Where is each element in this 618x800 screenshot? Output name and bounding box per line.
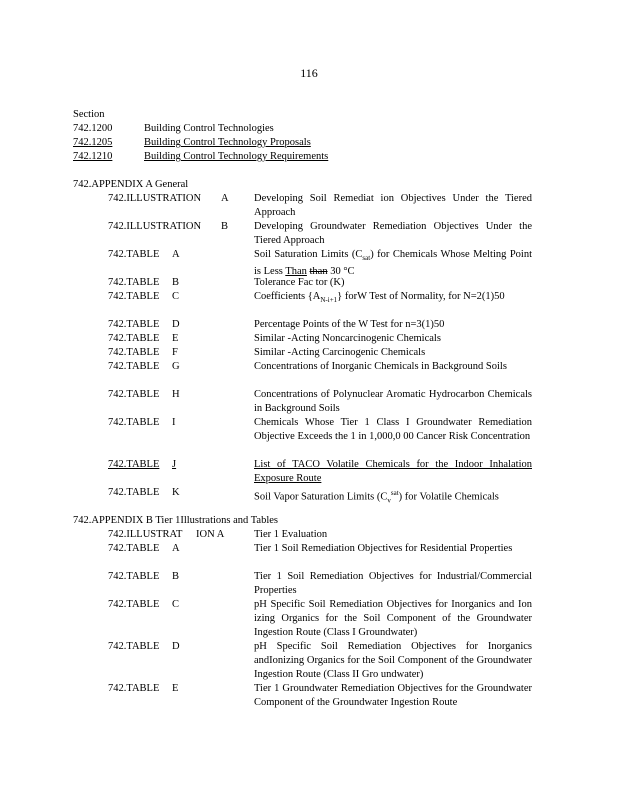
entry-description: Developing Groundwater Remediation Objectives Under the Tiered Approach (254, 221, 532, 246)
entry-description: Tier 1 Evaluation (254, 529, 328, 540)
section-number: 742.1210 (73, 151, 113, 162)
entry-description: Percentage Points of the W Test for n=3(1)50 (254, 319, 445, 330)
entry-label: 742.TABLE (108, 333, 160, 344)
section-label: Section (73, 109, 105, 120)
entry-description: Soil Vapor Saturation Limits $(C_v^{sat})$ for Volatile Chemicals (254, 489, 499, 505)
entry-label: 742.TABLE (108, 487, 160, 498)
page-number: 116 (300, 66, 318, 80)
entry-label: 742.TABLE (108, 277, 160, 288)
section-title: Building Control Technology Proposals (144, 137, 311, 148)
entry-description: List of TACO Volatile Chemicals for the Indoor Inhalation Exposure Route (254, 459, 532, 484)
section-title: Building Control Technology Requirements (144, 151, 329, 162)
entry-letter: H (172, 389, 180, 400)
entry-description: Similar -Acting Carcinogenic Chemicals (254, 347, 426, 358)
appendix-a-heading: 742.APPENDIX A General (73, 179, 189, 190)
entry-letter: B (172, 277, 180, 288)
entry-label: 742.TABLE (108, 599, 160, 610)
entry-description: Tolerance Fac tor (K) (254, 277, 345, 288)
entry-description: Tier 1 Soil Remediation Objectives for Residential Properties (254, 543, 513, 554)
entry-label: 742.TABLE (108, 389, 160, 400)
entry-description: Concentrations of Polynuclear Aromatic Hydrocarbon Chemicals in Background Soils (254, 389, 532, 414)
entry-description: Chemicals Whose Tier 1 Class I Groundwater Remediation Objective Exceeds the 1 in 1,000,0 00 Cancer Risk Concentration (254, 417, 532, 442)
entry-label: 742.TABLE (108, 459, 160, 470)
entry-label: 742.ILLUSTRATION (108, 221, 202, 232)
entry-letter: E (172, 683, 179, 694)
entry-letter: D (172, 319, 180, 330)
appendix-b-heading: 742.APPENDIX B Tier 1Illustrations and Tables (73, 515, 278, 526)
entry-letter: C (172, 291, 180, 302)
entry-label: 742.TABLE (108, 249, 160, 260)
entry-label: 742.TABLE (108, 417, 160, 428)
entry-letter: J (172, 459, 177, 470)
entry-description: Similar -Acting Noncarcinogenic Chemicals (254, 333, 441, 344)
entry-label: 742.ILLUSTRAT (108, 529, 183, 540)
entry-description: pH Specific Soil Remediation Objectives for Inorganics and Ion izing Organics for the Soil Component of the Groundwater Ingestion Route (Class I Groundwater) (254, 599, 532, 638)
entry-label: 742.ILLUSTRATION (108, 193, 202, 204)
entry-description: pH Specific Soil Remediation Objectives for Inorganics andIonizing Organics for the Soil Component of the Groundwater Ingestion Route (Class II Gro undwater) (254, 641, 532, 680)
entry-letter: A (172, 543, 180, 554)
entry-label: 742.TABLE (108, 641, 160, 652)
entry-label: 742.TABLE (108, 361, 160, 372)
entry-letter: D (172, 641, 180, 652)
entry-label: 742.TABLE (108, 319, 160, 330)
entry-label: 742.TABLE (108, 347, 160, 358)
entry-label: 742.TABLE (108, 543, 160, 554)
entry-letter: E (172, 333, 179, 344)
entry-letter: A (221, 193, 229, 204)
entry-letter: F (172, 347, 178, 358)
entry-letter: A (172, 249, 180, 260)
entry-label: 742.TABLE (108, 291, 160, 302)
entry-letter: C (172, 599, 180, 610)
entry-description: Developing Soil Remediat ion Objectives Under the Tiered Approach (254, 193, 532, 218)
section-number: 742.1200 (73, 123, 113, 134)
section-title: Building Control Technologies (144, 123, 274, 134)
entry-description: Concentrations of Inorganic Chemicals in Background Soils (254, 361, 507, 372)
entry-description: Tier 1 Soil Remediation Objectives for Industrial/Commercial Properties (254, 571, 532, 596)
entry-description: Tier 1 Groundwater Remediation Objectives for the Groundwater Component of the Groundwater Ingestion Route (254, 683, 532, 708)
section-number: 742.1205 (73, 137, 113, 148)
entry-letter: K (172, 487, 180, 498)
entry-description: Soil Saturation Limits $(C_{sat})$ for Chemicals Whose Melting Point is Less Than than 30 °C (254, 249, 532, 278)
entry-description: Coefficients $\{A_{N-i+1}\}$ forW Test of Normality, for N=2(1)50 (254, 291, 505, 305)
entry-letter: G (172, 361, 180, 372)
entry-letter: ION A (196, 529, 225, 540)
entry-label: 742.TABLE (108, 683, 160, 694)
entry-letter: B (172, 571, 180, 582)
entry-letter: I (172, 417, 176, 428)
entry-letter: B (221, 221, 229, 232)
entry-label: 742.TABLE (108, 571, 160, 582)
